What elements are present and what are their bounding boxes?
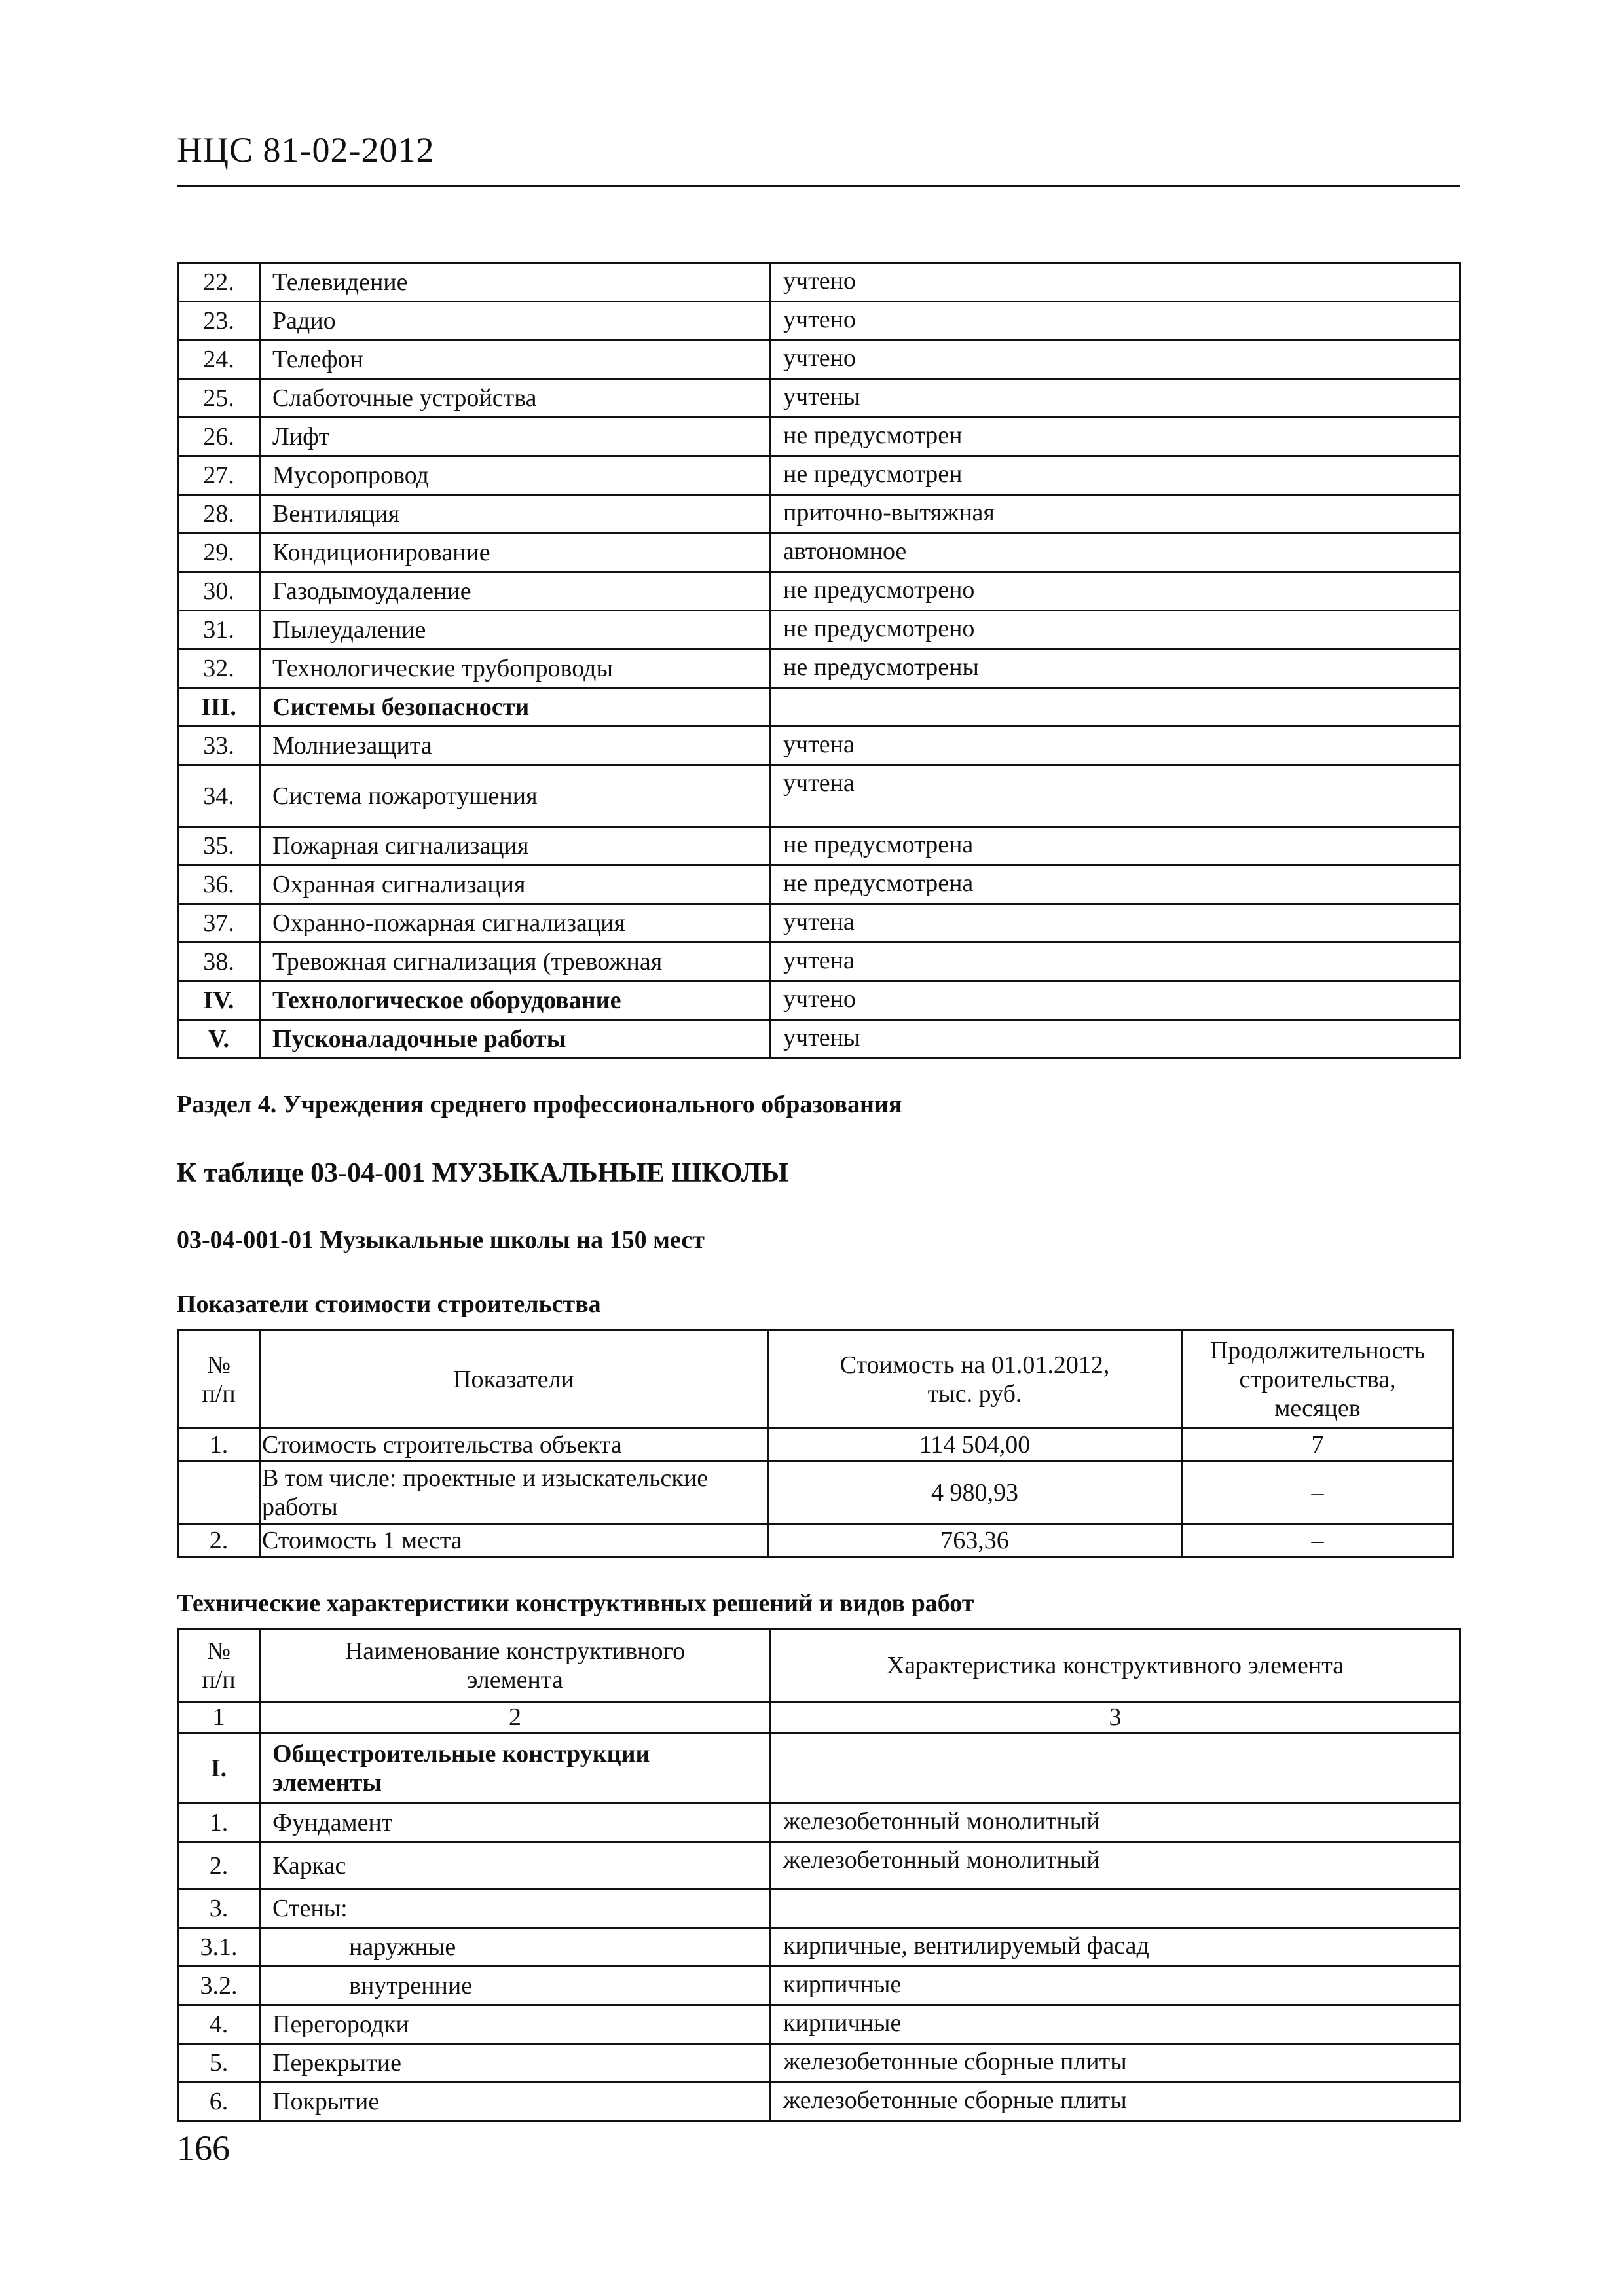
header-characteristic: Характеристика конструктивного элемента xyxy=(771,1629,1460,1702)
row-name: Охранно-пожарная сигнализация xyxy=(260,904,771,943)
row-number: IV. xyxy=(178,981,260,1020)
row-name: внутренние xyxy=(260,1967,771,2005)
row-number: 25. xyxy=(178,379,260,418)
column-number-1: 1 xyxy=(178,1702,260,1733)
row-indicator xyxy=(260,1461,768,1524)
table-row xyxy=(178,981,1460,1020)
section-title: Раздел 4. Учреждения среднего профессионального образования xyxy=(177,1091,902,1118)
row-name: Система пожаротушения xyxy=(260,765,771,827)
row-value: учтено xyxy=(771,263,1460,302)
row-number: 24. xyxy=(178,340,260,379)
row-number xyxy=(178,1461,260,1524)
row-number: 31. xyxy=(178,611,260,649)
table-row xyxy=(178,1461,1454,1524)
header-num-line1: № xyxy=(206,1351,231,1379)
table-row xyxy=(178,2083,1460,2121)
row-value xyxy=(771,1889,1460,1928)
table-row xyxy=(178,1524,1454,1557)
table-row xyxy=(178,611,1460,649)
row-value: учтена xyxy=(771,765,1460,827)
row-value: учтена xyxy=(771,727,1460,765)
row-number: 22. xyxy=(178,263,260,302)
row-value: учтено xyxy=(771,302,1460,340)
table-row xyxy=(178,1889,1460,1928)
row-number: 3.2. xyxy=(178,1967,260,2005)
table-row xyxy=(178,495,1460,534)
row-number: 4. xyxy=(178,2005,260,2044)
row-value: учтено xyxy=(771,981,1460,1020)
row-duration: – xyxy=(1182,1461,1454,1524)
row-name: Слаботочные устройства xyxy=(260,379,771,418)
tech-heading: Технические характеристики конструктивных решений и видов работ xyxy=(177,1590,974,1617)
row-number: 2. xyxy=(178,1524,260,1557)
row-value: не предусмотрены xyxy=(771,649,1460,688)
row-value: приточно-вытяжная xyxy=(771,495,1460,534)
row-name: Пылеудаление xyxy=(260,611,771,649)
row-cost: 763,36 xyxy=(768,1524,1182,1557)
header-cost-line1: Стоимость на 01.01.2012, xyxy=(840,1351,1110,1379)
row-value: учтены xyxy=(771,379,1460,418)
header-num-line2: п/п xyxy=(202,1666,236,1694)
row-name: Каркас xyxy=(260,1842,771,1889)
row-value: не предусмотрено xyxy=(771,611,1460,649)
row-name: наружные xyxy=(260,1928,771,1967)
table-row xyxy=(178,1804,1460,1842)
table-row xyxy=(178,263,1460,302)
column-number-3: 3 xyxy=(771,1702,1460,1733)
table-row xyxy=(178,765,1460,827)
group-row xyxy=(178,1733,1460,1804)
header-num-line2: п/п xyxy=(202,1379,236,1408)
row-indicator: Стоимость 1 места xyxy=(260,1524,768,1557)
row-number: 3.1. xyxy=(178,1928,260,1967)
table-row xyxy=(178,2005,1460,2044)
header-num-line1: № xyxy=(206,1637,231,1665)
subsection-title: 03-04-001-01 Музыкальные школы на 150 мест xyxy=(177,1226,705,1254)
table-reference: К таблице 03-04-001 МУЗЫКАЛЬНЫЕ ШКОЛЫ xyxy=(177,1158,788,1188)
row-number: 37. xyxy=(178,904,260,943)
row-name: Пожарная сигнализация xyxy=(260,827,771,866)
row-value: железобетонный монолитный xyxy=(771,1842,1460,1889)
table-row xyxy=(178,1842,1460,1889)
row-name: Системы безопасности xyxy=(260,688,771,727)
row-value xyxy=(771,688,1460,727)
table-row xyxy=(178,943,1460,981)
row-number: 1. xyxy=(178,1429,260,1461)
row-name: Технологические трубопроводы xyxy=(260,649,771,688)
column-numbers-row xyxy=(178,1702,1460,1733)
row-value: учтена xyxy=(771,904,1460,943)
table-row xyxy=(178,649,1460,688)
row-cost: 4 980,93 xyxy=(768,1461,1182,1524)
table-row xyxy=(178,456,1460,495)
row-value: кирпичные xyxy=(771,1967,1460,2005)
construction-table-header xyxy=(178,1629,1460,1702)
row-number: 28. xyxy=(178,495,260,534)
header-cost xyxy=(768,1330,1182,1429)
row-number: 26. xyxy=(178,418,260,456)
row-name: Кондиционирование xyxy=(260,534,771,572)
table-row xyxy=(178,1928,1460,1967)
row-indicator-line2: работы xyxy=(262,1493,338,1521)
row-name: Перекрытие xyxy=(260,2044,771,2083)
header-element-name xyxy=(260,1629,771,1702)
row-name: Покрытие xyxy=(260,2083,771,2121)
row-cost: 114 504,00 xyxy=(768,1429,1182,1461)
row-name: Охранная сигнализация xyxy=(260,866,771,904)
header-num xyxy=(178,1330,260,1429)
row-name: Лифт xyxy=(260,418,771,456)
row-number: III. xyxy=(178,688,260,727)
header-duration xyxy=(1182,1330,1454,1429)
row-name: Молниезащита xyxy=(260,727,771,765)
systems-table xyxy=(177,262,1461,1059)
row-number: 27. xyxy=(178,456,260,495)
header-duration-line3: месяцев xyxy=(1274,1394,1361,1422)
row-indicator-line1: В том числе: проектные и изыскательские xyxy=(262,1464,709,1492)
row-name: Тревожная сигнализация (тревожная xyxy=(260,943,771,981)
table-row xyxy=(178,2044,1460,2083)
header-divider xyxy=(177,185,1460,187)
construction-table-body xyxy=(178,1804,1460,2121)
header-element-name-line1: Наименование конструктивного xyxy=(344,1637,686,1665)
group-name-line2: элементы xyxy=(272,1768,382,1796)
table-row xyxy=(178,866,1460,904)
row-number: 38. xyxy=(178,943,260,981)
group-value xyxy=(771,1733,1460,1804)
column-number-2: 2 xyxy=(260,1702,771,1733)
row-value: железобетонный монолитный xyxy=(771,1804,1460,1842)
row-value: кирпичные xyxy=(771,2005,1460,2044)
row-name: Перегородки xyxy=(260,2005,771,2044)
row-number: 29. xyxy=(178,534,260,572)
row-value: кирпичные, вентилируемый фасад xyxy=(771,1928,1460,1967)
header-duration-line2: строительства, xyxy=(1239,1365,1396,1393)
row-name: Фундамент xyxy=(260,1804,771,1842)
row-value: учтена xyxy=(771,943,1460,981)
header-cost-line2: тыс. руб. xyxy=(927,1379,1022,1408)
row-name: Телефон xyxy=(260,340,771,379)
table-row xyxy=(178,727,1460,765)
row-number: 34. xyxy=(178,765,260,827)
group-number: I. xyxy=(178,1733,260,1804)
table-row xyxy=(178,302,1460,340)
cost-table xyxy=(177,1329,1454,1558)
cost-table-header xyxy=(178,1330,1454,1429)
header-indicator: Показатели xyxy=(260,1330,768,1429)
row-number: 5. xyxy=(178,2044,260,2083)
construction-table xyxy=(177,1628,1461,2122)
row-value: не предусмотрено xyxy=(771,572,1460,611)
row-number: 1. xyxy=(178,1804,260,1842)
row-name: Технологическое оборудование xyxy=(260,981,771,1020)
row-number: 2. xyxy=(178,1842,260,1889)
row-name: Газодымоудаление xyxy=(260,572,771,611)
table-row xyxy=(178,1967,1460,2005)
header-num xyxy=(178,1629,260,1702)
row-name: Пусконаладочные работы xyxy=(260,1020,771,1059)
row-duration: 7 xyxy=(1182,1429,1454,1461)
row-name: Стены: xyxy=(260,1889,771,1928)
row-value: не предусмотрена xyxy=(771,866,1460,904)
document-code: НЦС 81-02-2012 xyxy=(177,130,435,170)
table-row xyxy=(178,418,1460,456)
row-name: Телевидение xyxy=(260,263,771,302)
row-number: 30. xyxy=(178,572,260,611)
row-value: не предусмотрен xyxy=(771,418,1460,456)
table-row xyxy=(178,379,1460,418)
row-duration: – xyxy=(1182,1524,1454,1557)
row-value: железобетонные сборные плиты xyxy=(771,2044,1460,2083)
row-name: Вентиляция xyxy=(260,495,771,534)
cost-heading: Показатели стоимости строительства xyxy=(177,1290,601,1318)
row-number: 23. xyxy=(178,302,260,340)
header-duration-line1: Продолжительность xyxy=(1209,1336,1426,1364)
table-row xyxy=(178,688,1460,727)
row-value: железобетонные сборные плиты xyxy=(771,2083,1460,2121)
table-row xyxy=(178,1020,1460,1059)
row-number: 6. xyxy=(178,2083,260,2121)
row-number: 35. xyxy=(178,827,260,866)
row-number: 32. xyxy=(178,649,260,688)
row-value: автономное xyxy=(771,534,1460,572)
row-indicator: Стоимость строительства объекта xyxy=(260,1429,768,1461)
table-row xyxy=(178,827,1460,866)
table-row xyxy=(178,904,1460,943)
row-number: 36. xyxy=(178,866,260,904)
page-number: 166 xyxy=(177,2128,230,2168)
row-name: Радио xyxy=(260,302,771,340)
table-row xyxy=(178,1429,1454,1461)
row-value: не предусмотрен xyxy=(771,456,1460,495)
row-name: Мусоропровод xyxy=(260,456,771,495)
table-row xyxy=(178,340,1460,379)
group-name-line1: Общестроительные конструкции xyxy=(272,1740,650,1768)
group-name xyxy=(260,1733,771,1804)
row-number: 3. xyxy=(178,1889,260,1928)
systems-table-body xyxy=(178,263,1460,1059)
row-number: V. xyxy=(178,1020,260,1059)
header-element-name-line2: элемента xyxy=(467,1666,563,1694)
row-value: не предусмотрена xyxy=(771,827,1460,866)
table-row xyxy=(178,572,1460,611)
table-row xyxy=(178,534,1460,572)
row-value: учтены xyxy=(771,1020,1460,1059)
row-number: 33. xyxy=(178,727,260,765)
row-value: учтено xyxy=(771,340,1460,379)
